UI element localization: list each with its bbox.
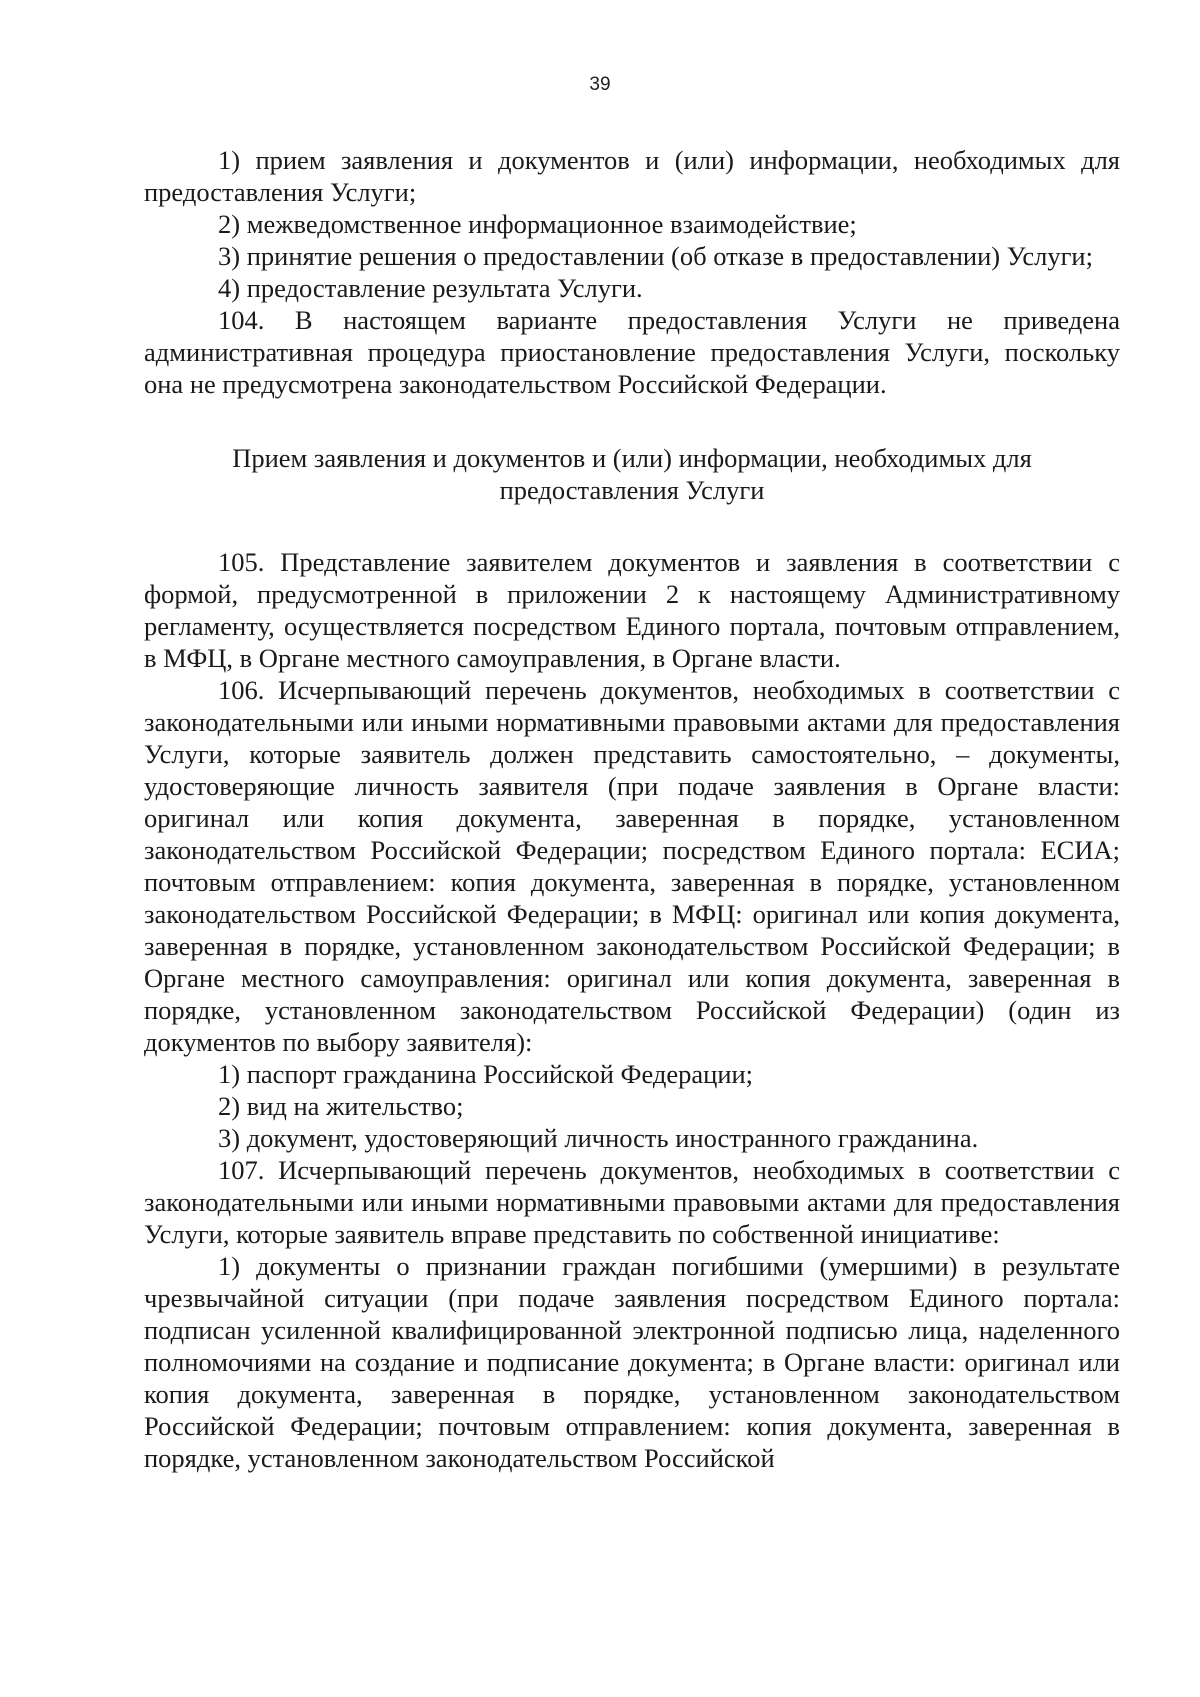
list-item-result: 4) предоставление результата Услуги. <box>218 273 643 303</box>
list-item-decision: 3) принятие решения о предоставлении (об отказе в предоставлении) Услуги; <box>218 241 1093 271</box>
list-item-death-documents: 1) документы о признании граждан погибшими (умершими) в результате чрезвычайной ситуации (при подаче заявления посредством Единого портала: подписан усиленной квалифицированной электронной подписью лица, наделенного полномочиями на создание и подписание документа; в Органе власти: оригинал или копия документа, заверенная в порядке, установленном законодательством Российской Федерации; почтовым отправлением: копия документа, заверенная в порядке, установленном законодательством Российской <box>144 1251 1120 1473</box>
list-item-passport: 1) паспорт гражданина Российской Федерации; <box>218 1059 754 1089</box>
page-number: 39 <box>589 74 611 95</box>
list-item-interagency: 2) межведомственное информационное взаимодействие; <box>218 209 857 239</box>
section-heading: Прием заявления и документов и (или) информации, необходимых для предоставления Услуги <box>232 443 1032 505</box>
paragraph-105: 105. Представление заявителем документов и заявления в соответствии с формой, предусмотренной в приложении 2 к настоящему Административному регламенту, осуществляется посредством Единого портала, почтовым отправлением, в МФЦ, в Органе местного самоуправления, в Органе власти. <box>144 547 1120 673</box>
list-item-residence-permit: 2) вид на жительство; <box>218 1091 464 1121</box>
paragraph-106: 106. Исчерпывающий перечень документов, необходимых в соответствии с законодательными или иными нормативными правовыми актами для предоставления Услуги, которые заявитель должен представить самостоятельно, – документы, удостоверяющие личность заявителя (при подаче заявления в Органе власти: оригинал или копия документа, заверенная в порядке, установленном законодательством Российской Федерации; посредством Единого портала: ЕСИА; почтовым отправлением: копия документа, заверенная в порядке, установленном законодательством Российской Федерации; в МФЦ: оригинал или копия документа, заверенная в порядке, установленном законодательством Российской Федерации; в Органе местного самоуправления: оригинал или копия документа, заверенная в порядке, установленном законодательством Российской Федерации) (один из документов по выбору заявителя): <box>144 675 1120 1057</box>
paragraph-104: 104. В настоящем варианте предоставления Услуги не приведена административная процедура приостановление предоставления Услуги, поскольку она не предусмотрена законодательством Российской Федерации. <box>144 305 1120 399</box>
list-item-reception: 1) прием заявления и документов и (или) информации, необходимых для предоставления Услуги; <box>144 145 1120 207</box>
paragraph-107: 107. Исчерпывающий перечень документов, необходимых в соответствии с законодательными или иными нормативными правовыми актами для предоставления Услуги, которые заявитель вправе представить по собственной инициативе: <box>144 1155 1120 1249</box>
list-item-foreign-id: 3) документ, удостоверяющий личность иностранного гражданина. <box>218 1123 979 1153</box>
document-body <box>144 144 1120 1474</box>
